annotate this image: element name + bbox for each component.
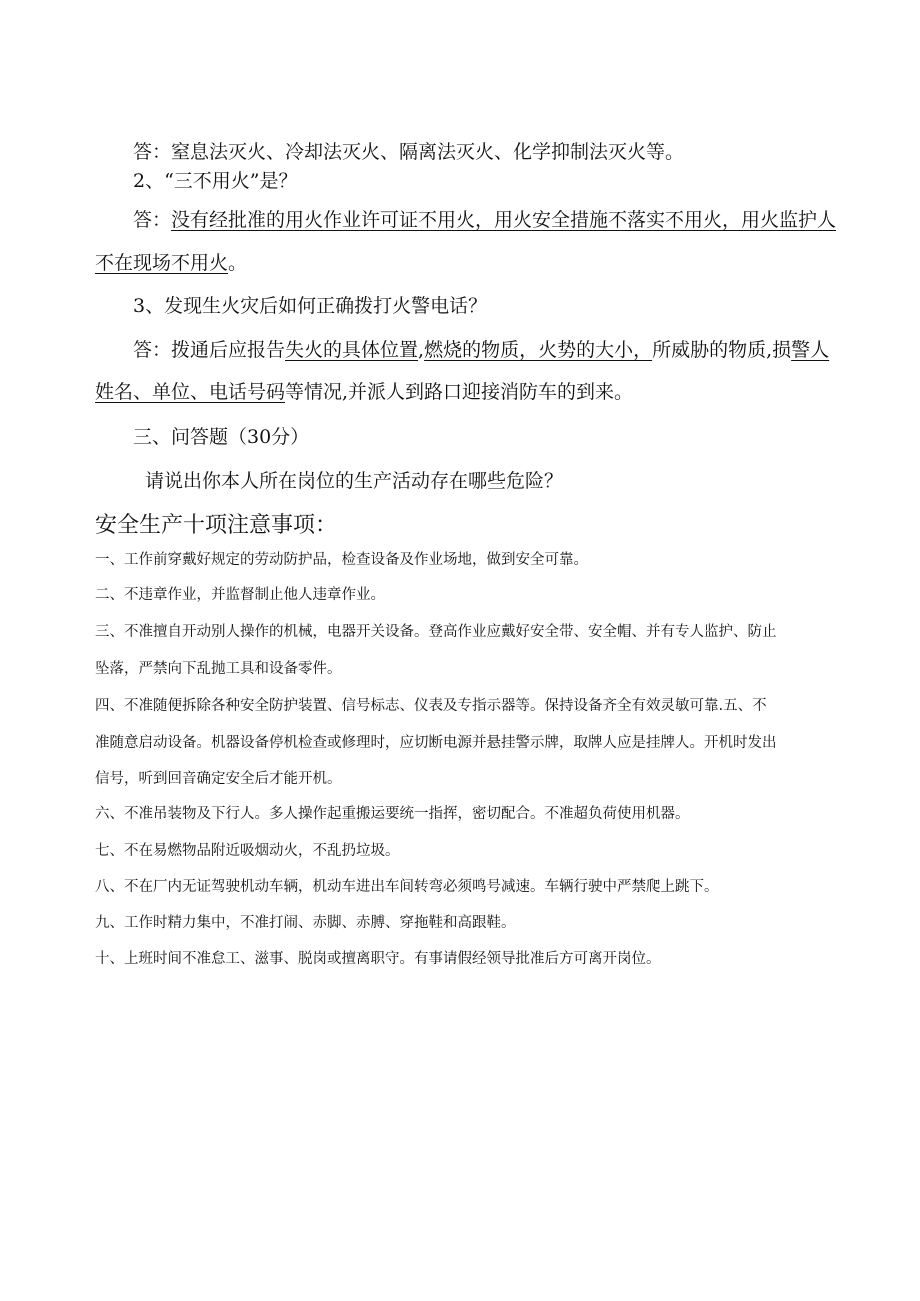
- note-line: 三、不准擅自开动别人操作的机械，电器开关设备。登高作业应戴好安全带、安全帽、并有专人监护、防止: [95, 624, 777, 640]
- note-line: 六、不准吊装物及下行人。多人操作起重搬运要统一指挥，密切配合。不准超负荷使用机器。: [95, 806, 690, 822]
- answer-3-reporter: 警人: [791, 339, 830, 361]
- answer-3-contact: 姓名、单位、电话号码: [95, 381, 286, 403]
- answer-2-prefix: 答：: [133, 209, 172, 231]
- section-3-title: 三、问答题（30分）: [133, 426, 310, 448]
- answer-2-underlined-2: 不在现场不用火: [95, 252, 229, 274]
- note-line: 九、工作时精力集中，不准打闹、赤脚、赤膊、穿拖鞋和高跟鞋。: [95, 915, 516, 931]
- notes-heading: 安全生产十项注意事项：: [95, 513, 338, 538]
- answer-3-location: 失火的具体位置: [285, 339, 419, 361]
- answer-3-line-2: [95, 377, 633, 404]
- answer-3-part-1: 答：拨通后应报告: [133, 339, 286, 361]
- note-line: 七、不在易燃物品附近吸烟动火，不乱扔垃圾。: [95, 843, 400, 859]
- answer-1: 答：窒息法灭火、冷却法灭火、隔离法灭火、化学抑制法灭火等。: [133, 141, 685, 163]
- answer-2-end: 。: [228, 252, 248, 274]
- answer-2-line-1: [133, 205, 836, 232]
- question-2: 2、“三不用火”是？: [133, 170, 298, 192]
- note-line: 一、工作前穿戴好规定的劳动防护品，检查设备及作业场地，做到安全可靠。: [95, 552, 588, 568]
- answer-3-line-1: [133, 335, 829, 362]
- answer-3-part-3: 所威胁的物质,损: [652, 339, 792, 361]
- note-line: 准随意启动设备。机器设备停机检查或修理时，应切断电源并悬挂警示牌，取牌人应是挂牌人。开机时发出: [95, 735, 777, 751]
- section-3-question: 请说出你本人所在岗位的生产活动存在哪些危险？: [145, 470, 564, 492]
- question-3: 3、发现生火灾后如何正确拨打火警电话？: [133, 295, 488, 317]
- answer-3-end: 等情况,并派人到路口迎接消防车的到来。: [285, 381, 634, 403]
- note-line: 信号，听到回音确定安全后才能开机。: [95, 771, 342, 787]
- note-line: 十、上班时间不准怠工、滋事、脱岗或擅离职守。有事请假经领导批准后方可离开岗位。: [95, 951, 661, 967]
- note-line: 二、不违章作业，并监督制止他人违章作业。: [95, 587, 385, 603]
- answer-2-line-2: [95, 248, 247, 275]
- answer-3-material: 燃烧的物质，火势的大小，: [424, 339, 653, 361]
- answer-2-underlined-1: 没有经批准的用火作业许可证不用火，用火安全措施不落实不用火，用火监护人: [171, 209, 837, 231]
- note-line: 坠落，严禁向下乱抛工具和设备零件。: [95, 661, 342, 677]
- answer-3-part-2: ,: [418, 339, 425, 361]
- note-line: 八、不在厂内无证驾驶机动车辆，机动车进出车间转弯必须鸣号减速。车辆行驶中严禁爬上跳下。: [95, 879, 719, 895]
- note-line: 四、不准随便拆除各种安全防护装置、信号标志、仪表及专指示器等。保持设备齐全有效灵敏可靠.五、不: [95, 698, 767, 714]
